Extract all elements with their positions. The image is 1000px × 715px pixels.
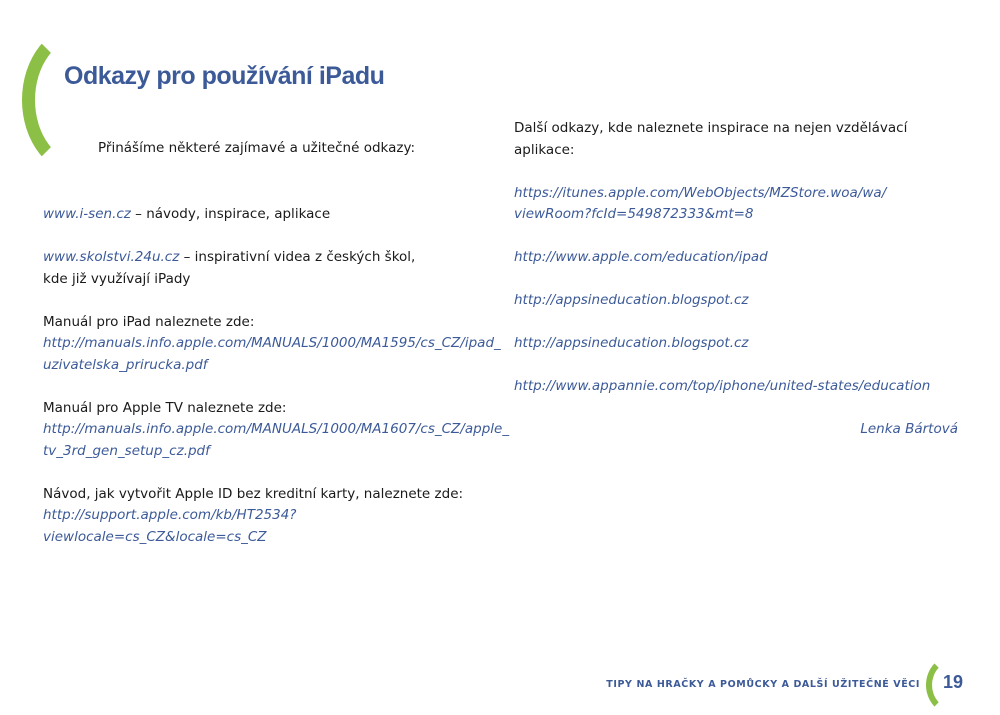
appsineducation-link-2[interactable]: http://appsineducation.blogspot.cz bbox=[514, 335, 749, 351]
apple-education-link[interactable]: http://www.apple.com/education/ipad bbox=[514, 249, 768, 265]
author-name: Lenka Bártová bbox=[860, 421, 958, 437]
manual-tv-link-2[interactable]: tv_3rd_gen_setup_cz.pdf bbox=[43, 442, 210, 459]
appsineducation-link-1[interactable]: http://appsineducation.blogspot.cz bbox=[514, 292, 749, 308]
manual-ipad-entry bbox=[43, 312, 501, 377]
page-title: Odkazy pro používání iPadu bbox=[64, 62, 385, 90]
itunes-link-1[interactable]: https://itunes.apple.com/WebObjects/MZStore.woa/wa/ bbox=[514, 184, 887, 201]
right-column bbox=[514, 118, 958, 441]
manual-tv-label: Manuál pro Apple TV naleznete zde: bbox=[43, 399, 287, 416]
skolstvi-entry bbox=[43, 247, 473, 290]
manual-ipad-label: Manuál pro iPad naleznete zde: bbox=[43, 313, 255, 330]
itunes-link-2[interactable]: viewRoom?fcId=549872333&mt=8 bbox=[514, 206, 754, 222]
right-heading: Další odkazy, kde naleznete inspirace na nejen vzdělávací aplikace: bbox=[514, 120, 908, 158]
intro-text: Přinášíme některé zajímavé a užitečné odkazy: bbox=[98, 140, 416, 156]
skolstvi-link[interactable]: www.skolstvi.24u.cz bbox=[43, 249, 180, 265]
appleid-entry bbox=[43, 484, 473, 549]
appleid-link[interactable]: http://support.apple.com/kb/HT2534?viewlocale=cs_CZ&locale=cs_CZ bbox=[43, 507, 297, 545]
isen-link[interactable]: www.i-sen.cz bbox=[43, 206, 131, 222]
appleid-label: Návod, jak vytvořit Apple ID bez kreditní karty, naleznete zde: bbox=[43, 485, 464, 502]
skolstvi-desc-2: kde již využívají iPady bbox=[43, 270, 191, 287]
skolstvi-desc-1: – inspirativní videa z českých škol, bbox=[179, 249, 416, 265]
isen-entry bbox=[43, 204, 473, 226]
footer-section-title: TIPY NA HRAČKY A POMŮCKY A DALŠÍ UŽITEČNÉ VĚCI bbox=[606, 679, 920, 690]
manual-ipad-link-1[interactable]: http://manuals.info.apple.com/MANUALS/1000/MA1595/cs_CZ/ipad_ bbox=[43, 335, 501, 351]
appannie-link[interactable]: http://www.appannie.com/top/iphone/united-states/education bbox=[514, 378, 931, 394]
manual-tv-entry bbox=[43, 398, 510, 463]
manual-tv-link-1[interactable]: http://manuals.info.apple.com/MANUALS/1000/MA1607/cs_CZ/apple_ bbox=[43, 421, 510, 437]
itunes-entry bbox=[514, 183, 958, 226]
isen-desc: – návody, inspirace, aplikace bbox=[130, 206, 331, 222]
page-number: 19 bbox=[943, 672, 964, 692]
left-column bbox=[43, 204, 510, 570]
manual-ipad-link-2[interactable]: uzivatelska_prirucka.pdf bbox=[43, 356, 208, 373]
